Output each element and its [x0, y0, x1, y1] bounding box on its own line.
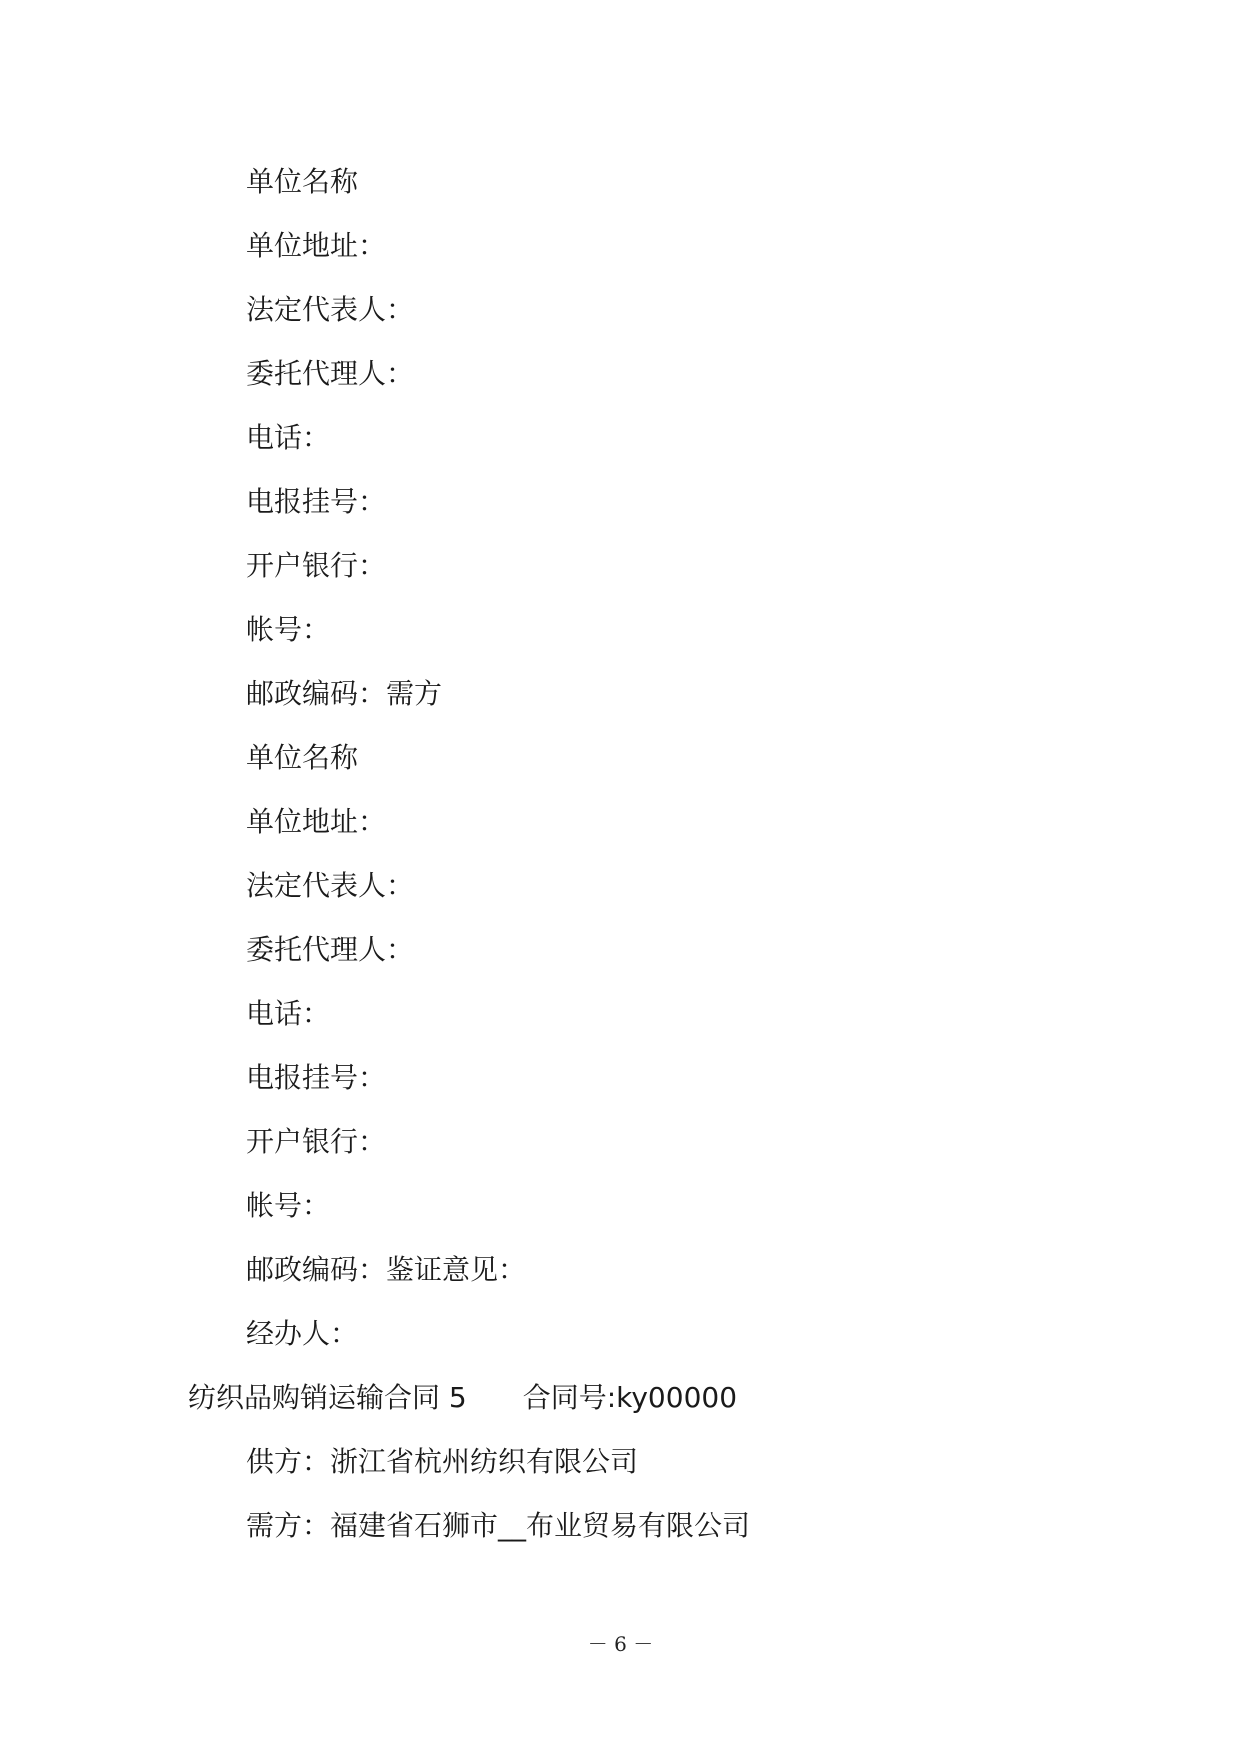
text-line: 法定代表人： [246, 293, 415, 326]
text-line: 委托代理人： [246, 357, 415, 390]
text-line: 电话： [246, 421, 331, 454]
text-line: 经办人： [246, 1317, 359, 1350]
text-line: 邮政编码：鉴证意见： [246, 1253, 527, 1286]
text-line: 单位地址： [246, 805, 387, 838]
text-line: 帐号： [246, 1189, 331, 1222]
page-number: － 6 － [587, 1632, 654, 1656]
text-line: 帐号： [246, 613, 331, 646]
contract-heading: 纺织品购销运输合同 5 合同号:ky00000 [188, 1381, 738, 1414]
text-line: 电话： [246, 997, 331, 1030]
text-line: 电报挂号： [246, 485, 387, 518]
supplier-line: 供方：浙江省杭州纺织有限公司 [246, 1445, 639, 1478]
text-line: 委托代理人： [246, 933, 415, 966]
text-line: 单位名称 [246, 741, 359, 774]
text-line: 单位名称 [246, 165, 359, 198]
text-line: 开户银行： [246, 1125, 387, 1158]
text-line: 邮政编码：需方 [246, 677, 443, 710]
buyer-line: 需方：福建省石狮市__布业贸易有限公司 [246, 1509, 751, 1542]
text-line: 电报挂号： [246, 1061, 387, 1094]
text-line: 法定代表人： [246, 869, 415, 902]
text-line: 开户银行： [246, 549, 387, 582]
text-line: 单位地址： [246, 229, 387, 262]
